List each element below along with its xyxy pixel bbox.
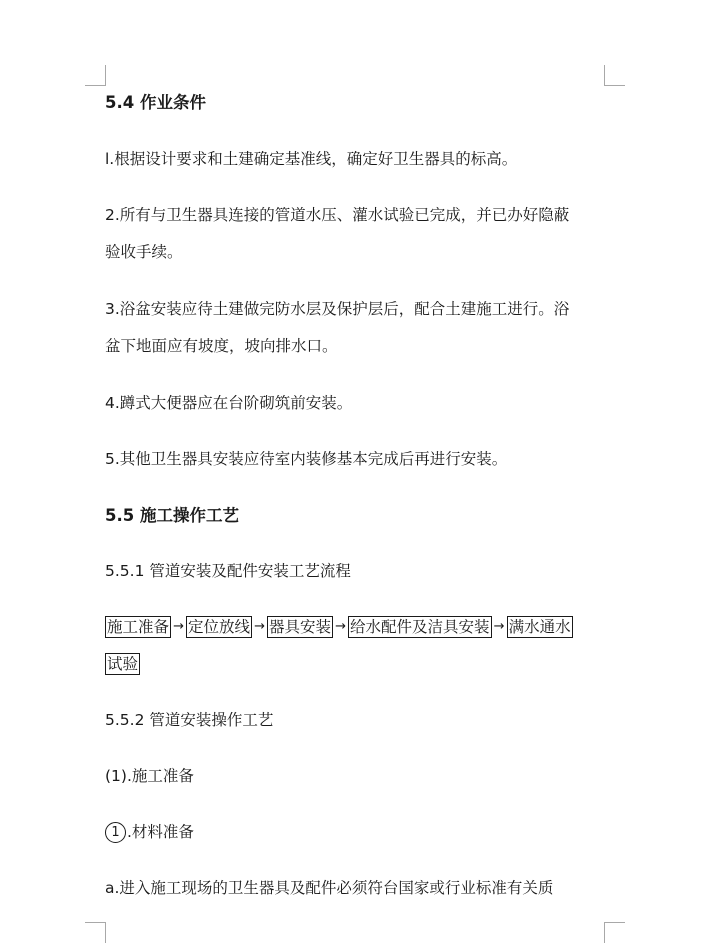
corner-mark-top-right bbox=[604, 65, 625, 86]
subsection-5-5-1-title: 5.5.1 管道安装及配件安装工艺流程 bbox=[105, 562, 351, 580]
process-flow bbox=[105, 616, 573, 638]
corner-mark-top-left bbox=[85, 65, 106, 86]
corner-mark-bottom-right bbox=[604, 922, 625, 943]
flow-arrow-1: → bbox=[173, 619, 184, 634]
flow-step-3: 器具安装 bbox=[269, 618, 332, 636]
paragraph-5: 5.其他卫生器具安装应待室内装修基本完成后再进行安装。 bbox=[105, 450, 508, 468]
section-5-5-heading: 5.5 施工操作工艺 bbox=[105, 506, 239, 525]
flow-step-6: 试验 bbox=[107, 655, 139, 673]
circled-number-1: 1 bbox=[105, 822, 126, 843]
flow-arrow-3: → bbox=[335, 619, 346, 634]
paragraph-a-line-1: a.进入施工现场的卫生器具及配件必须符台国家或行业标准有关质 bbox=[105, 879, 554, 897]
paragraph-1: l.根据设计要求和土建确定基准线，确定好卫生器具的标高。 bbox=[105, 150, 518, 168]
item-1-title: .材料准备 bbox=[127, 823, 194, 841]
flow-arrow-4: → bbox=[493, 619, 505, 634]
flow-step-4: 给水配件及洁具安装 bbox=[350, 618, 490, 636]
paragraph-3-line-1: 3.浴盆安装应待土建做完防水层及保护层后，配合土建施工进行。浴 bbox=[105, 300, 570, 318]
corner-mark-bottom-left bbox=[85, 922, 106, 943]
paragraph-2-line-2: 验收手续。 bbox=[105, 243, 183, 261]
flow-arrow-2: → bbox=[254, 619, 265, 634]
section-5-4-heading: 5.4 作业条件 bbox=[105, 93, 206, 112]
paragraph-2-line-1: 2.所有与卫生器具连接的管道水压、灌水试验已完成，并已办好隐蔽 bbox=[105, 206, 570, 224]
paragraph-3-line-2: 盆下地面应有坡度，坡向排水口。 bbox=[105, 337, 338, 355]
flow-step-5: 满水通水 bbox=[508, 618, 571, 636]
flow-step-1: 施工准备 bbox=[107, 618, 170, 636]
flow-step-2: 定位放线 bbox=[188, 618, 251, 636]
item-1-row bbox=[105, 822, 610, 843]
sub-item-1-title: (1).施工准备 bbox=[105, 767, 194, 785]
subsection-5-5-2-title: 5.5.2 管道安装操作工艺 bbox=[105, 711, 274, 729]
paragraph-4: 4.蹲式大便器应在台阶砌筑前安装。 bbox=[105, 394, 353, 412]
